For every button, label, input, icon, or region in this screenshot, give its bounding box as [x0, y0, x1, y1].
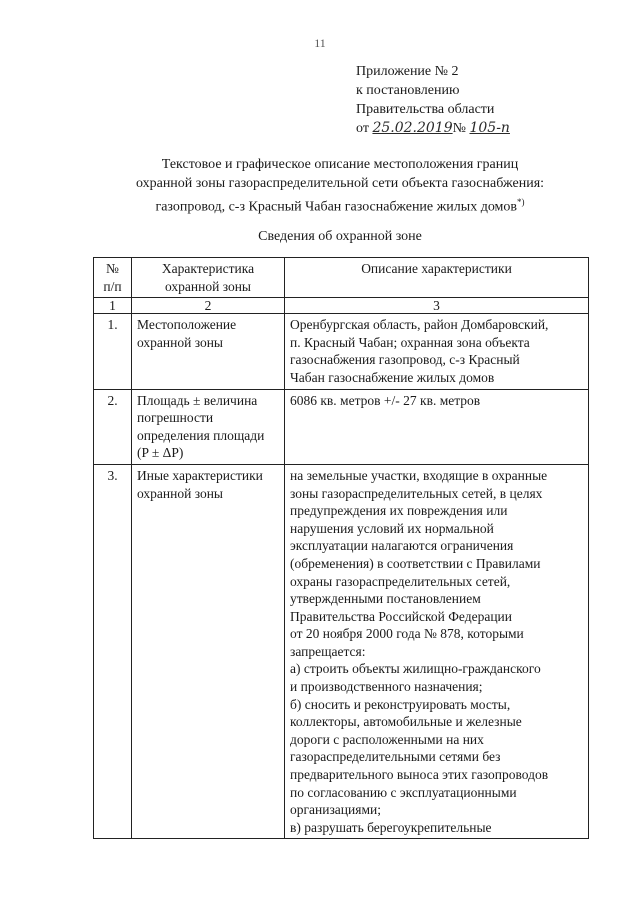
row-characteristic: Местоположение охранной зоны [132, 314, 285, 389]
row-number: 1. [94, 314, 132, 389]
column-number-1: 1 [94, 298, 132, 314]
protection-zone-table [93, 257, 589, 839]
column-number-3: 3 [285, 298, 589, 314]
title-line-3 [110, 193, 570, 217]
appendix-government-line: Правительства области [356, 102, 495, 117]
table-body [94, 314, 589, 839]
header-characteristic: Характеристика охранной зоны [132, 258, 285, 298]
number-sign: № [452, 121, 466, 136]
row-characteristic: Иные характеристики охранной зоны [132, 464, 285, 838]
date-prefix: от [356, 121, 369, 136]
title-line-1: Текстовое и графическое описание местоположения границ [161, 157, 519, 172]
column-number-2: 2 [132, 298, 285, 314]
header-description: Описание характеристики [285, 258, 589, 298]
row-characteristic: Площадь ± величина погрешности определения площади (P ± ΔP) [132, 389, 285, 464]
appendix-block [356, 62, 510, 138]
section-title: Сведения об охранной зоне [258, 229, 422, 244]
table-header-row [94, 258, 589, 298]
row-number: 3. [94, 464, 132, 838]
appendix-title: Приложение № 2 [356, 64, 459, 79]
row-number: 2. [94, 389, 132, 464]
page-number: 11 [314, 36, 326, 50]
footnote-mark: *) [517, 197, 525, 207]
appendix-resolution-line: к постановлению [356, 83, 460, 98]
row-description: 6086 кв. метров +/- 27 кв. метров [285, 389, 589, 464]
row-description: на земельные участки, входящие в охранные зоны газораспределительных сетей, в целях предупреждения их повреждения или нарушения условий их нормальной эксплуатации налагаются ограничения (обременения) в соответствии с Правилами охраны газораспределительных сетей, утвержденными постановлением Правительства Российской Федерации от 20 ноября 2000 года № 878, которыми запрещается: а) строить объекты жилищно-гражданского и производственного назначения; б) сносить и реконструировать мосты, коллекторы, автомобильные и железные дороги с расположенными на них газораспределительными сетями без предварительного выноса этих газопроводов по согласованию с эксплуатационными организациями; в) разрушать берегоукрепительные [285, 464, 589, 838]
column-numbers-row [94, 298, 589, 314]
appendix-date-line [356, 119, 510, 138]
title-line-2: охранной зоны газораспределительной сети объекта газоснабжения: [135, 176, 545, 191]
handwritten-number: 105-п [469, 120, 510, 136]
table-row [94, 464, 589, 838]
table-row [94, 389, 589, 464]
handwritten-date: 25.02.2019 [372, 120, 453, 136]
title-line-3-text: газопровод, с-з Красный Чабан газоснабжение жилых домов [155, 199, 518, 215]
header-number: № п/п [94, 258, 132, 298]
table-row [94, 314, 589, 389]
row-description: Оренбургская область, район Домбаровский, п. Красный Чабан; охранная зона объекта газоснабжения газопровод, с-з Красный Чабан газоснабжение жилых домов [285, 314, 589, 389]
document-title [110, 155, 570, 217]
